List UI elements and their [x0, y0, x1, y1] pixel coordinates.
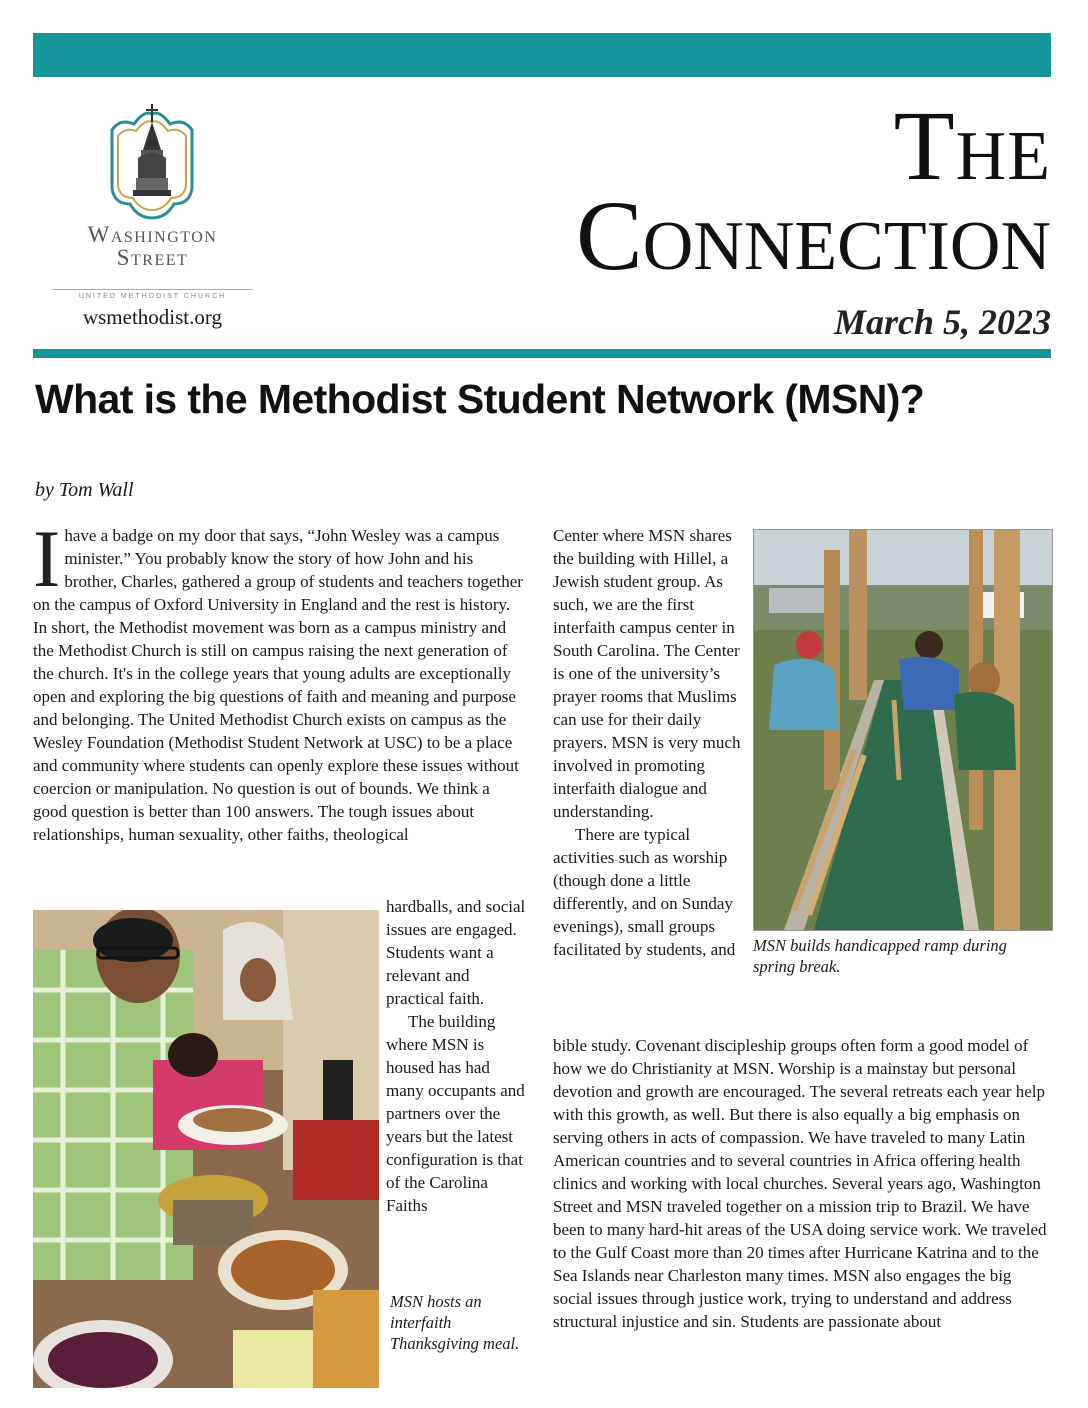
top-teal-bar — [33, 33, 1051, 77]
narrow-paragraph-1: hardballs, and social issues are engaged. Students want a relevant and practical faith. — [386, 897, 526, 1008]
masthead-divider — [33, 349, 1051, 358]
steeple-icon — [40, 100, 265, 225]
article-headline: What is the Methodist Student Network (MSN)? — [35, 376, 925, 422]
logo-line2: Street — [116, 245, 189, 270]
issue-date: March 5, 2023 — [833, 302, 1051, 342]
logo-subtitle: UNITED METHODIST CHURCH — [78, 293, 227, 300]
article-column-1 — [33, 524, 526, 894]
col2-paragraph-2: There are typical activities such as worship (though done a little differently, and on Sunday evenings), small groups facilitated by students, and — [553, 825, 736, 959]
masthead-title-line2: Connection — [576, 180, 1051, 291]
logo-divider — [53, 289, 253, 290]
narrow-paragraph-2: The building where MSN is housed has had many occupants and partners over the years but the latest configuration is that of the Carolina Faiths — [386, 1012, 525, 1215]
logo-wordmark — [40, 222, 265, 300]
website-link[interactable]: wsmethodist.org — [82, 305, 223, 329]
article-narrow-column — [386, 895, 528, 1217]
ramp-photo-caption: MSN builds handicapped ramp during spring break. — [753, 936, 1007, 976]
thanksgiving-meal-photo — [33, 910, 379, 1388]
continuation-paragraph: bible study. Covenant discipleship groups often form a good model of how we do Christianity at MSN. Worship is a mainstay but personal devotion and growth are encouraged. The several retreats each year help with this growth, as well. But there is also equally a big emphasis on serving others in acts of compassion. We have traveled to many Latin American countries and to several countries in Africa offering health clinics and working with local churches. Several years ago, Washington Street and MSN traveled together on a mission trip to Brazil. We have been to many hard-hit areas of the USA doing service work. We traveled to the Gulf Coast more than 20 times after Hurricane Katrina and to the Sea Islands near Charleston many times. MSN also engages the big social issues through justice work, trying to understand and address structural injustice and sin. Students are passionate about — [553, 1036, 1047, 1331]
drop-cap: I — [33, 524, 61, 604]
meal-photo-caption: MSN hosts an interfaith Thanksgiving meal. — [390, 1292, 520, 1353]
ramp-build-photo — [753, 529, 1053, 931]
article-byline: by Tom Wall — [35, 479, 134, 501]
church-logo[interactable] — [40, 100, 265, 345]
article-column-2 — [553, 524, 743, 1034]
article-intro-paragraph: have a badge on my door that says, “John Wesley was a campus minister.” You probably know the story of how John and his brother, Charles, gathered a group of students and teachers together on the campus of Oxford University in England and the rest is history. In short, the Methodist movement was born as a campus ministry and the Methodist Church is still on campus raising the next generation of the church. It's in the college years that young adults are exceptionally open and exploring the big questions of faith and meaning and purpose and belonging. The United Methodist Church exists on campus as the Wesley Foundation (Methodist Student Network at USC) to be a place and community where students can openly explore these issues without coercion or manipulation. No question is out of bounds. We think a good question is better than 100 answers. The tough issues about relationships, human sexuality, other faiths, theological — [33, 526, 523, 844]
article-continuation — [553, 1034, 1051, 1333]
logo-line1: Washington — [87, 222, 218, 247]
col2-paragraph-1: Center where MSN shares the building with Hillel, a Jewish student group. As such, we are the first interfaith campus center in South Carolina. The Center is one of the university’s prayer rooms that Muslims can use for their daily prayers. MSN is very much involved in promoting interfaith dialogue and understanding. — [553, 526, 741, 821]
masthead-title-line1: The — [893, 90, 1051, 201]
